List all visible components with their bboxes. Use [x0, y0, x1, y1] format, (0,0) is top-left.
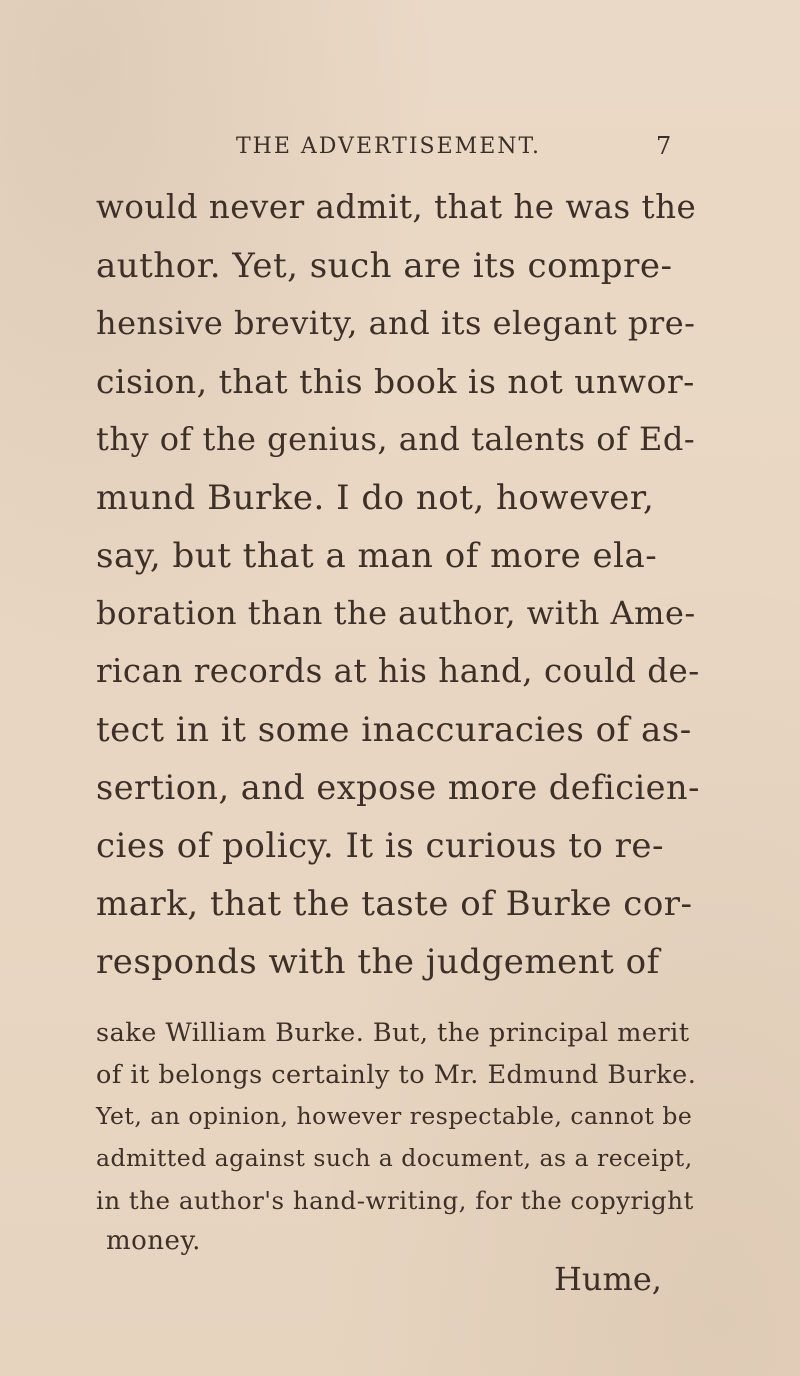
text-line: say, but that a man of more ela- — [96, 536, 658, 576]
signature-name: Hume, — [554, 1260, 662, 1298]
text-line: hensive brevity, and its elegant pre- — [96, 304, 696, 342]
text-line: mark, that the taste of Burke cor- — [96, 884, 693, 924]
text-line: in the author's hand-writing, for the copyright — [96, 1186, 694, 1215]
text-line: mund Burke. I do not, however, — [96, 478, 655, 518]
text-line: sertion, and expose more deficien- — [96, 768, 700, 807]
text-line: admitted against such a document, as a receipt, — [96, 1144, 693, 1172]
text-line: would never admit, that he was the — [96, 188, 697, 226]
text-line: tect in it some inaccuracies of as- — [96, 710, 692, 750]
text-line: responds with the judgement of — [96, 942, 660, 982]
text-line: Yet, an opinion, however respectable, cannot be — [96, 1102, 693, 1130]
text-line: rican records at his hand, could de- — [96, 652, 700, 690]
text-line: thy of the genius, and talents of Ed- — [96, 420, 696, 458]
text-line: cision, that this book is not unwor- — [96, 362, 695, 401]
running-header — [0, 134, 800, 164]
text-line: author. Yet, such are its compre- — [96, 246, 673, 286]
header-title: THE ADVERTISEMENT. — [236, 134, 541, 159]
text-line: sake William Burke. But, the principal merit — [96, 1018, 690, 1048]
text-line: boration than the author, with Ame- — [96, 594, 696, 632]
page-number: 7 — [656, 132, 672, 160]
text-line: money. — [106, 1226, 201, 1256]
text-line: cies of policy. It is curious to re- — [96, 826, 665, 866]
text-line: of it belongs certainly to Mr. Edmund Burke. — [96, 1060, 697, 1090]
